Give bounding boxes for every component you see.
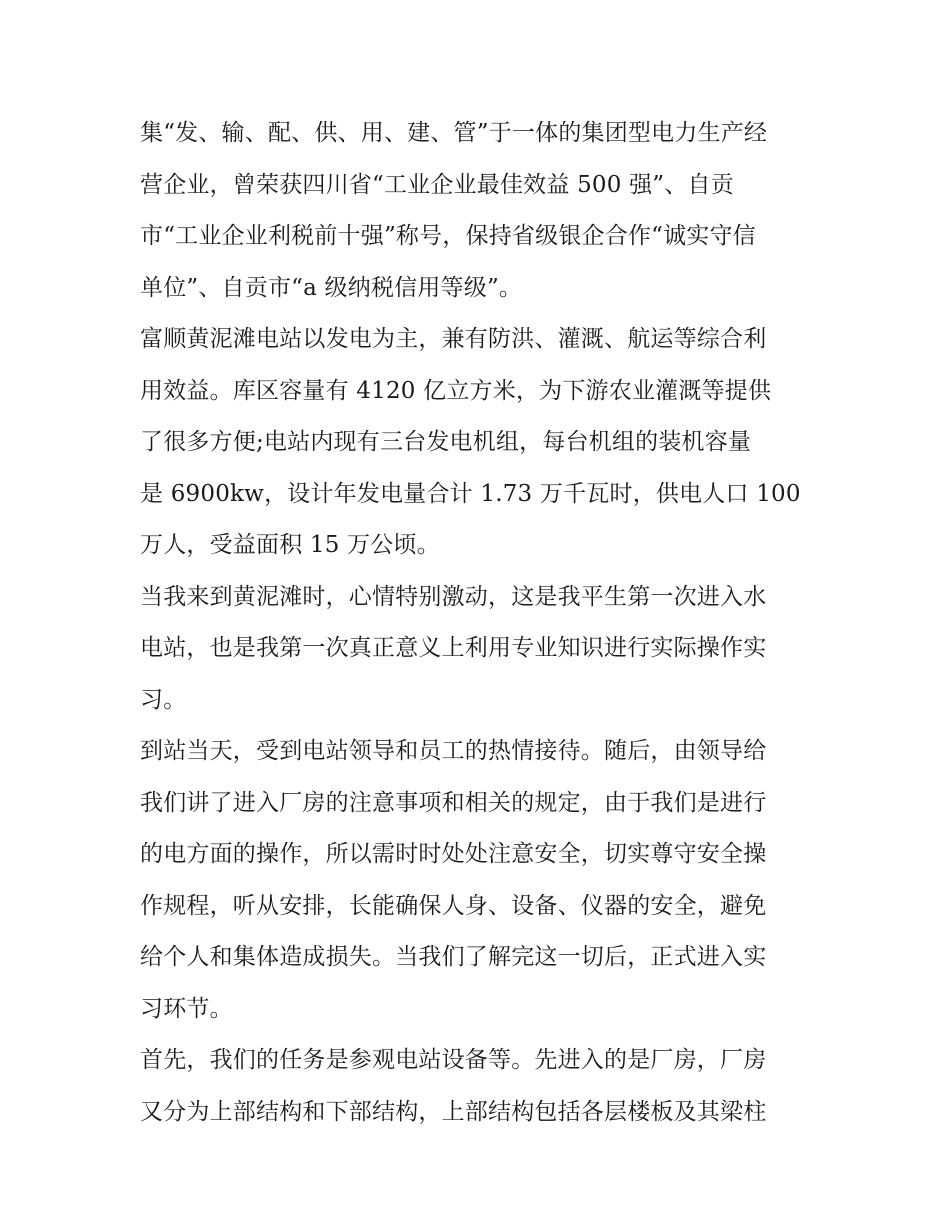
text-line: 作规程，听从安排，长能确保人身、设备、仪器的安全，避免	[140, 892, 767, 919]
text-line: 营企业，曾荣获四川省“工业企业最佳效益 500 强”、自贡	[140, 171, 734, 198]
text-line: 电站，也是我第一次真正意义上利用专业知识进行实际操作实	[140, 635, 767, 661]
text-line: 富顺黄泥滩电站以发电为主，兼有防洪、灌溉、航运等综合利	[140, 326, 767, 352]
text-line: 又分为上部结构和下部结构，上部结构包括各层楼板及其梁柱	[140, 1098, 767, 1125]
text-line: 首先，我们的任务是参观电站设备等。先进入的是厂房，厂房	[140, 1047, 767, 1073]
text-line: 是 6900kw，设计年发电量合计 1.73 万千瓦时，供电人口 100	[140, 480, 801, 507]
text-line: 市“工业企业利税前十强”称号，保持省级银企合作“诚实守信	[140, 223, 756, 249]
text-line: 给个人和集体造成损失。当我们了解完这一切后，正式进入实	[140, 944, 767, 970]
text-line: 集“发、输、配、供、用、建、管”于一体的集团型电力生产经	[140, 120, 768, 146]
text-line: 了很多方便;电站内现有三台发电机组，每台机组的装机容量	[140, 429, 752, 455]
text-line: 习。	[140, 686, 187, 713]
text-line: 习环节。	[140, 995, 233, 1022]
text-line: 的电方面的操作，所以需时时处处注意安全，切实尊守安全操	[140, 841, 767, 867]
document-body	[140, 108, 820, 1138]
text-line: 单位”、自贡市“a 级纳税信用等级”。	[140, 274, 523, 301]
text-line: 到站当天，受到电站领导和员工的热情接待。随后，由领导给	[140, 738, 767, 764]
text-line: 万人，受益面积 15 万公顷。	[140, 532, 440, 558]
text-line: 我们讲了进入厂房的注意事项和相关的规定，由于我们是进行	[140, 789, 767, 816]
text-line: 用效益。库区容量有 4120 亿立方米，为下游农业灌溉等提供	[140, 377, 772, 404]
text-line: 当我来到黄泥滩时，心情特别激动，这是我平生第一次进入水	[140, 583, 767, 610]
